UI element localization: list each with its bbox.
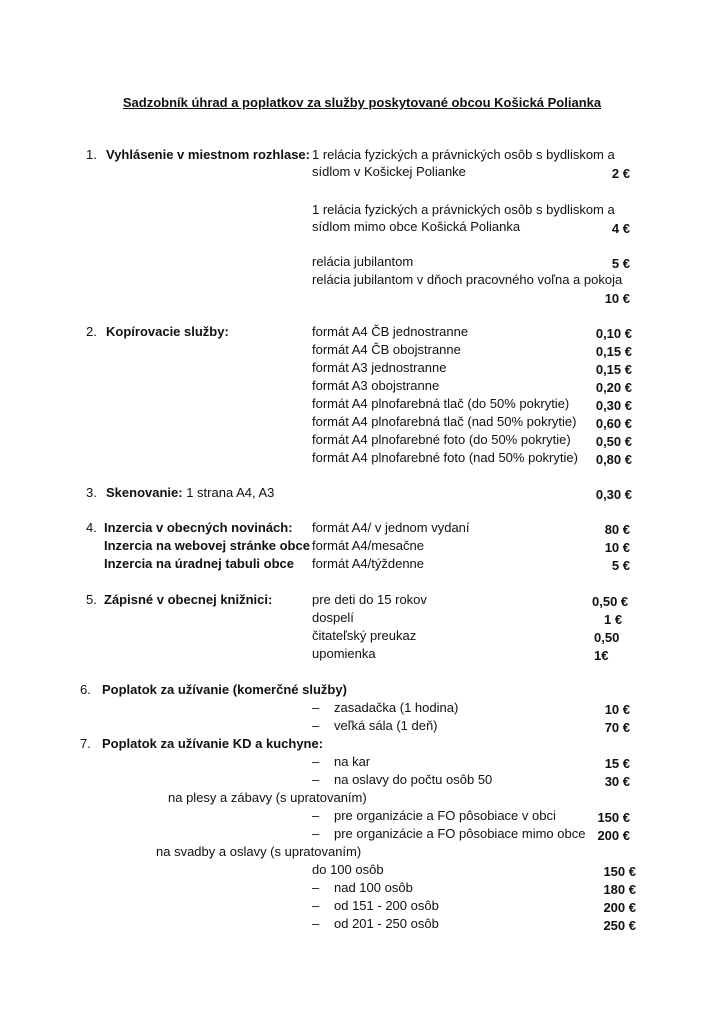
hall-item-desc: od 151 - 200 osôb <box>334 898 439 913</box>
ad-label: Inzercia na webovej stránke obce <box>104 538 310 553</box>
document-title: Sadzobník úhrad a poplatkov za služby poskytované obcou Košická Polianka <box>122 95 602 110</box>
hall-item-price: 150 € <box>597 810 630 825</box>
list-dash: – <box>312 808 320 823</box>
copy-item-price: 0,10 € <box>595 326 632 341</box>
hall-item-desc: na oslavy do počtu osôb 50 <box>334 772 493 787</box>
copy-item-desc: formát A4 plnofarebná tlač (do 50% pokrytie) <box>312 396 570 411</box>
copy-item-desc: formát A4 plnofarebné foto (nad 50% pokrytie) <box>312 450 578 465</box>
hall-item-price: 200 € <box>597 828 630 843</box>
section-1-line-3: relácia jubilantom <box>312 254 414 269</box>
list-dash: – <box>312 898 320 913</box>
copy-item-desc: formát A4 plnofarebná tlač (nad 50% pokrytie) <box>312 414 577 429</box>
hall-item-desc: na kar <box>334 754 371 769</box>
ad-desc: formát A4/ v jednom vydaní <box>312 520 470 535</box>
section-3-label: Skenovanie: <box>106 485 183 500</box>
ad-price: 80 € <box>604 522 630 537</box>
section-3-number: 3. <box>86 485 97 500</box>
hall-item-price: 200 € <box>603 900 636 915</box>
section-1-price-1: 2 € <box>611 166 630 181</box>
copy-item-price: 0,20 € <box>595 380 632 395</box>
ad-desc: formát A4/týždenne <box>312 556 425 571</box>
section-7-label: Poplatok za užívanie KD a kuchyne: <box>102 736 324 751</box>
hall-item-price: 15 € <box>604 756 630 771</box>
list-dash: – <box>312 772 320 787</box>
library-item-price: 0,50 € <box>592 594 629 609</box>
copy-item-price: 0,30 € <box>595 398 632 413</box>
copy-item-desc: formát A4 ČB jednostranne <box>312 324 469 339</box>
library-item-desc: dospelí <box>312 610 354 625</box>
ad-label: Inzercia v obecných novinách: <box>104 520 293 535</box>
list-dash: – <box>312 880 320 895</box>
ad-price: 10 € <box>604 540 630 555</box>
section-3-desc: 1 strana A4, A3 <box>182 485 275 500</box>
library-item-desc: čitateľský preukaz <box>312 628 417 643</box>
section-1-number: 1. <box>86 147 97 162</box>
section-2-label: Kopírovacie služby: <box>106 324 229 339</box>
list-dash: – <box>312 700 320 715</box>
room-item-price: 70 € <box>604 720 630 735</box>
section-5-number: 5. <box>86 592 97 607</box>
room-item-price: 10 € <box>604 702 630 717</box>
library-item-price: 1€ <box>594 648 609 663</box>
section-3-line <box>106 485 274 501</box>
hall-item-price: 150 € <box>603 864 636 879</box>
hall-item-desc: pre organizácie a FO pôsobiace v obci <box>334 808 556 823</box>
subheading-balls: na plesy a zábavy (s upratovaním) <box>168 790 367 805</box>
ad-desc: formát A4/mesačne <box>312 538 424 553</box>
section-1-line-2b: sídlom mimo obce Košická Polianka <box>312 219 521 234</box>
library-item-desc: upomienka <box>312 646 376 661</box>
subheading-weddings: na svadby a oslavy (s upratovaním) <box>156 844 362 859</box>
list-dash: – <box>312 916 320 931</box>
copy-item-price: 0,15 € <box>595 344 632 359</box>
section-3-price: 0,30 € <box>595 487 632 502</box>
hall-item-desc: pre organizácie a FO pôsobiace mimo obce <box>334 826 586 841</box>
section-1-line-1a: 1 relácia fyzických a právnických osôb s bydliskom a <box>312 147 615 162</box>
copy-item-desc: formát A4 ČB obojstranne <box>312 342 461 357</box>
room-item-desc: zasadačka (1 hodina) <box>334 700 459 715</box>
section-1-line-2a: 1 relácia fyzických a právnických osôb s bydliskom a <box>312 202 615 217</box>
section-1-price-4: 10 € <box>604 291 630 306</box>
copy-item-desc: formát A4 plnofarebné foto (do 50% pokrytie) <box>312 432 571 447</box>
list-dash: – <box>312 718 320 733</box>
copy-item-desc: formát A3 obojstranne <box>312 378 440 393</box>
hall-item-price: 250 € <box>603 918 636 933</box>
list-dash: – <box>312 754 320 769</box>
section-2-number: 2. <box>86 324 97 339</box>
section-1-price-3: 5 € <box>611 256 630 271</box>
section-4-number: 4. <box>86 520 97 535</box>
hall-item-price: 180 € <box>603 882 636 897</box>
hall-item-desc: nad 100 osôb <box>334 880 413 895</box>
copy-item-price: 0,60 € <box>595 416 632 431</box>
section-6-label: Poplatok za užívanie (komerčné služby) <box>102 682 347 697</box>
section-1-line-4: relácia jubilantom v dňoch pracovného voľna a pokoja <box>312 272 623 287</box>
ad-label: Inzercia na úradnej tabuli obce <box>104 556 294 571</box>
section-7-number: 7. <box>80 736 91 751</box>
section-5-label: Zápisné v obecnej knižnici: <box>104 592 273 607</box>
library-item-price: 0,50 <box>594 630 620 645</box>
section-1-price-2: 4 € <box>611 221 630 236</box>
hall-item-desc: od 201 - 250 osôb <box>334 916 439 931</box>
copy-item-price: 0,50 € <box>595 434 632 449</box>
copy-item-price: 0,80 € <box>595 452 632 467</box>
section-6-number: 6. <box>80 682 91 697</box>
library-item-desc: pre deti do 15 rokov <box>312 592 427 607</box>
library-item-price: 1 € <box>604 612 623 627</box>
copy-item-price: 0,15 € <box>595 362 632 377</box>
section-1-line-1b: sídlom v Košickej Polianke <box>312 164 466 179</box>
list-dash: – <box>312 826 320 841</box>
section-1-label: Vyhlásenie v miestnom rozhlase: <box>106 147 310 162</box>
hall-item-desc: do 100 osôb <box>312 862 384 877</box>
copy-item-desc: formát A3 jednostranne <box>312 360 447 375</box>
room-item-desc: veľká sála (1 deň) <box>334 718 438 733</box>
ad-price: 5 € <box>611 558 630 573</box>
hall-item-price: 30 € <box>604 774 630 789</box>
